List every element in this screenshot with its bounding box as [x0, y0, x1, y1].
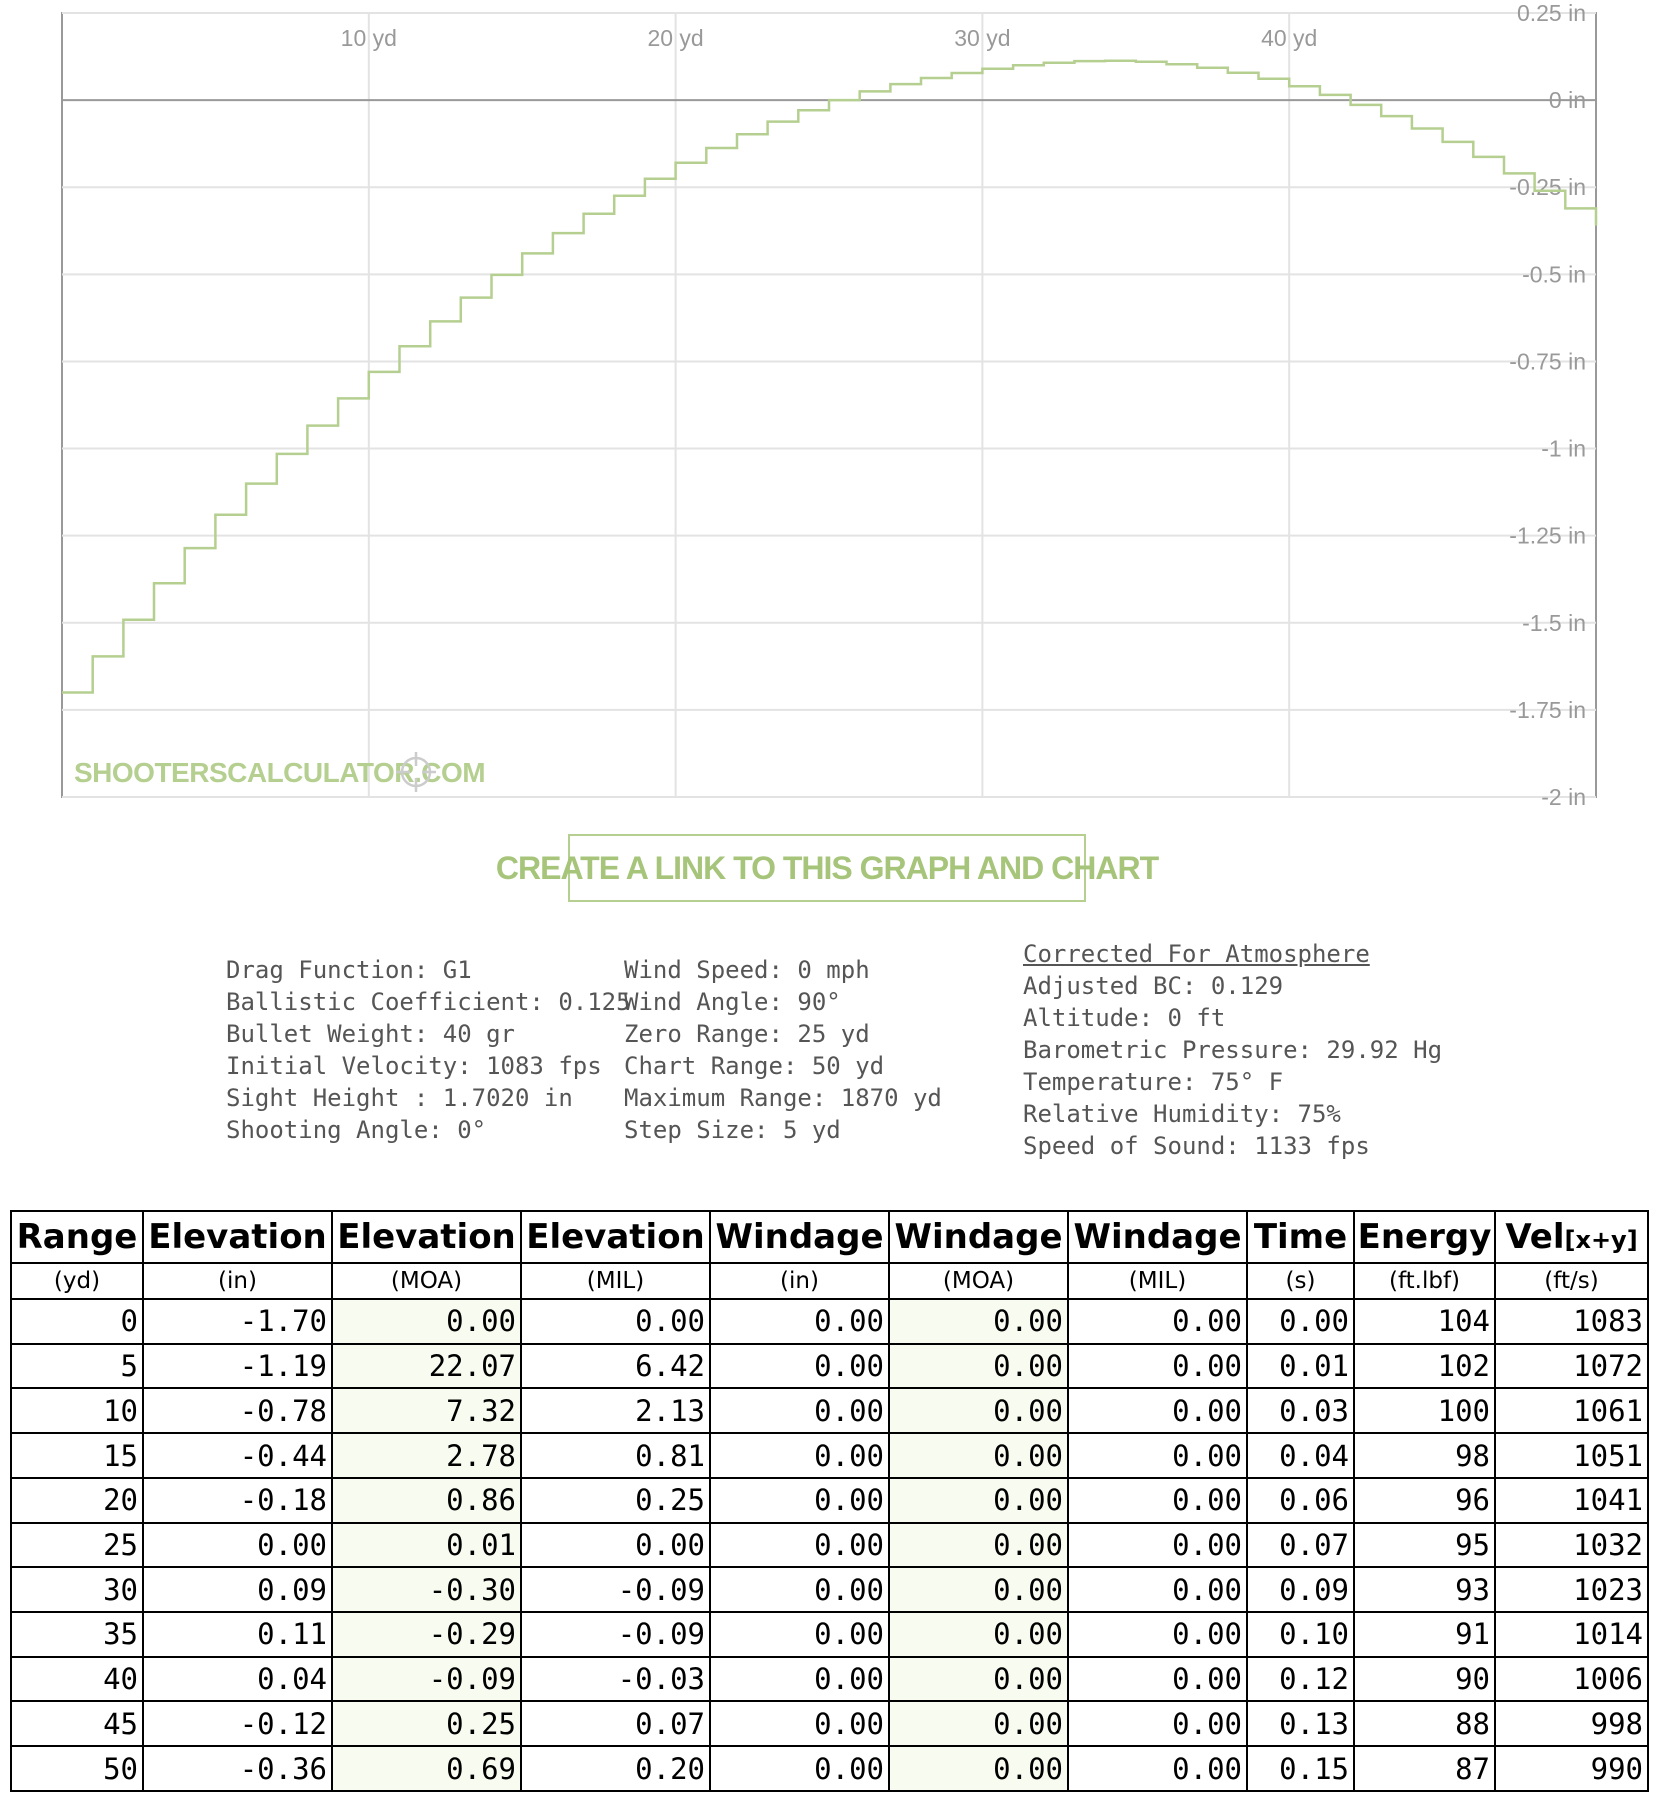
y-tick-label: -0.5 in: [1522, 261, 1586, 288]
table-cell: -0.36: [143, 1746, 332, 1791]
unit-header: (MOA): [889, 1263, 1068, 1299]
table-cell: 1061: [1495, 1388, 1648, 1433]
param-sight-height: Sight Height : 1.7020 in: [226, 1084, 573, 1112]
table-cell: 88: [1354, 1701, 1495, 1746]
ballistics-table: [10, 1210, 1649, 1792]
table-cell: 100: [1354, 1388, 1495, 1433]
param-ballistic-coefficient: Ballistic Coefficient: 0.125: [226, 988, 631, 1016]
table-cell: 96: [1354, 1478, 1495, 1523]
table-cell: 93: [1354, 1567, 1495, 1612]
unit-header: (in): [143, 1263, 332, 1299]
table-cell: 0.00: [1068, 1523, 1247, 1568]
param-bullet-weight: Bullet Weight: 40 gr: [226, 1020, 515, 1048]
param-drag-function: Drag Function: G1: [226, 956, 472, 984]
table-cell: 0.00: [889, 1657, 1068, 1702]
table-cell: 0.00: [710, 1657, 889, 1702]
table-cell: -0.78: [143, 1388, 332, 1433]
unit-header: (in): [710, 1263, 889, 1299]
col-header-windage-in: Windage: [710, 1211, 889, 1263]
table-cell: 95: [1354, 1523, 1495, 1568]
table-cell: 0.00: [710, 1567, 889, 1612]
param-zero-range: Zero Range: 25 yd: [624, 1020, 870, 1048]
table-cell: 0.00: [710, 1478, 889, 1523]
y-tick-label: 0.25 in: [1516, 0, 1586, 26]
table-cell: 15: [11, 1433, 143, 1478]
table-cell: 0.00: [889, 1746, 1068, 1791]
table-cell: 1006: [1495, 1657, 1648, 1702]
table-cell: 1014: [1495, 1612, 1648, 1657]
table-cell: 0.04: [1247, 1433, 1354, 1478]
col-header-velocity: [1495, 1211, 1648, 1263]
atmosphere-column: [1023, 938, 1442, 1162]
table-cell: 0: [11, 1299, 143, 1344]
table-cell: 1032: [1495, 1523, 1648, 1568]
table-cell: 0.00: [710, 1433, 889, 1478]
param-temperature: Temperature: 75° F: [1023, 1068, 1284, 1096]
table-cell: 0.86: [332, 1478, 521, 1523]
param-initial-velocity: Initial Velocity: 1083 fps: [226, 1052, 602, 1080]
table-cell: 1041: [1495, 1478, 1648, 1523]
param-maximum-range: Maximum Range: 1870 yd: [624, 1084, 942, 1112]
table-cell: 22.07: [332, 1344, 521, 1389]
table-cell: -0.29: [332, 1612, 521, 1657]
table-cell: 50: [11, 1746, 143, 1791]
col-header-time: Time: [1247, 1211, 1354, 1263]
unit-header: (s): [1247, 1263, 1354, 1299]
watermark-text: SHOOTERSCALCULATOR.COM: [74, 757, 486, 788]
table-cell: -0.03: [521, 1657, 710, 1702]
table-cell: 0.09: [1247, 1567, 1354, 1612]
table-cell: 45: [11, 1701, 143, 1746]
table-row: [11, 1523, 1648, 1568]
table-cell: 0.00: [889, 1388, 1068, 1433]
table-cell: 6.42: [521, 1344, 710, 1389]
table-cell: -1.19: [143, 1344, 332, 1389]
table-cell: 0.25: [332, 1701, 521, 1746]
velocity-label: Vel: [1505, 1217, 1565, 1257]
table-row: [11, 1746, 1648, 1791]
col-header-windage-moa: Windage: [889, 1211, 1068, 1263]
table-cell: 0.00: [889, 1299, 1068, 1344]
y-tick-label: -2 in: [1541, 784, 1586, 810]
table-cell: 30: [11, 1567, 143, 1612]
table-cell: 0.20: [521, 1746, 710, 1791]
unit-header: (MOA): [332, 1263, 521, 1299]
table-cell: 0.00: [889, 1523, 1068, 1568]
atmosphere-heading: Corrected For Atmosphere: [1023, 940, 1370, 968]
table-cell: 0.01: [332, 1523, 521, 1568]
param-relative-humidity: Relative Humidity: 75%: [1023, 1100, 1341, 1128]
table-cell: 0.04: [143, 1657, 332, 1702]
table-cell: 2.78: [332, 1433, 521, 1478]
table-cell: 998: [1495, 1701, 1648, 1746]
table-cell: 35: [11, 1612, 143, 1657]
col-header-elevation-moa: Elevation: [332, 1211, 521, 1263]
table-cell: 5: [11, 1344, 143, 1389]
trajectory-chart: [0, 0, 1658, 810]
table-cell: 2.13: [521, 1388, 710, 1433]
table-row: [11, 1612, 1648, 1657]
param-step-size: Step Size: 5 yd: [624, 1116, 841, 1144]
table-cell: 98: [1354, 1433, 1495, 1478]
velocity-subscript: [x+y]: [1564, 1226, 1638, 1254]
table-cell: 87: [1354, 1746, 1495, 1791]
table-cell: 0.00: [1068, 1567, 1247, 1612]
y-tick-label: 0 in: [1548, 87, 1586, 114]
table-cell: 1051: [1495, 1433, 1648, 1478]
unit-header: (MIL): [1068, 1263, 1247, 1299]
col-header-energy: Energy: [1354, 1211, 1495, 1263]
table-row: [11, 1567, 1648, 1612]
param-wind-angle: Wind Angle: 90°: [624, 988, 841, 1016]
param-shooting-angle: Shooting Angle: 0°: [226, 1116, 487, 1144]
table-row: [11, 1657, 1648, 1702]
table-cell: 0.00: [1068, 1388, 1247, 1433]
col-header-elevation-mil: Elevation: [521, 1211, 710, 1263]
table-cell: 0.00: [889, 1612, 1068, 1657]
y-tick-label: -1.5 in: [1522, 609, 1586, 636]
table-cell: 0.00: [332, 1299, 521, 1344]
col-header-windage-mil: Windage: [1068, 1211, 1247, 1263]
param-adjusted-bc: Adjusted BC: 0.129: [1023, 972, 1284, 1000]
table-cell: 0.00: [1068, 1657, 1247, 1702]
table-cell: 0.00: [710, 1523, 889, 1568]
unit-header: (MIL): [521, 1263, 710, 1299]
table-cell: -0.09: [521, 1612, 710, 1657]
table-cell: 102: [1354, 1344, 1495, 1389]
y-tick-label: -0.25 in: [1509, 174, 1586, 201]
table-cell: -1.70: [143, 1299, 332, 1344]
table-row: [11, 1344, 1648, 1389]
table-cell: -0.44: [143, 1433, 332, 1478]
unit-header: (ft.lbf): [1354, 1263, 1495, 1299]
table-cell: 0.81: [521, 1433, 710, 1478]
table-cell: 0.10: [1247, 1612, 1354, 1657]
table-row: [11, 1433, 1648, 1478]
x-tick-label: 40 yd: [1261, 25, 1318, 51]
table-cell: 990: [1495, 1746, 1648, 1791]
table-cell: 25: [11, 1523, 143, 1568]
y-tick-label: -1.75 in: [1509, 696, 1586, 723]
table-cell: 0.00: [889, 1701, 1068, 1746]
col-header-range: Range: [11, 1211, 143, 1263]
create-link-button[interactable]: CREATE A LINK TO THIS GRAPH AND CHART: [568, 834, 1086, 902]
wind-params-column: [624, 954, 942, 1146]
table-cell: 90: [1354, 1657, 1495, 1702]
param-speed-of-sound: Speed of Sound: 1133 fps: [1023, 1132, 1370, 1160]
table-cell: 0.00: [143, 1523, 332, 1568]
table-cell: 0.00: [1068, 1344, 1247, 1389]
table-cell: 0.13: [1247, 1701, 1354, 1746]
param-chart-range: Chart Range: 50 yd: [624, 1052, 885, 1080]
table-cell: 0.09: [143, 1567, 332, 1612]
table-cell: 0.00: [1247, 1299, 1354, 1344]
table-cell: 0.11: [143, 1612, 332, 1657]
table-cell: -0.12: [143, 1701, 332, 1746]
table-cell: 0.00: [889, 1344, 1068, 1389]
table-cell: 0.00: [889, 1433, 1068, 1478]
y-tick-label: -0.75 in: [1509, 348, 1586, 375]
table-cell: 10: [11, 1388, 143, 1433]
table-cell: 0.00: [710, 1299, 889, 1344]
units-row: [11, 1263, 1648, 1299]
table-cell: 0.00: [710, 1388, 889, 1433]
table-row: [11, 1478, 1648, 1523]
table-cell: 0.00: [1068, 1433, 1247, 1478]
table-cell: 0.12: [1247, 1657, 1354, 1702]
y-tick-label: -1 in: [1541, 435, 1586, 462]
table-cell: 0.00: [521, 1299, 710, 1344]
unit-header: (yd): [11, 1263, 143, 1299]
table-cell: -0.09: [521, 1567, 710, 1612]
table-cell: 0.15: [1247, 1746, 1354, 1791]
param-altitude: Altitude: 0 ft: [1023, 1004, 1226, 1032]
table-cell: 7.32: [332, 1388, 521, 1433]
table-cell: 0.03: [1247, 1388, 1354, 1433]
header-row: [11, 1211, 1648, 1263]
x-tick-label: 20 yd: [647, 25, 704, 51]
table-cell: 0.06: [1247, 1478, 1354, 1523]
table-cell: 0.00: [521, 1523, 710, 1568]
table-cell: 0.00: [1068, 1478, 1247, 1523]
table-cell: -0.30: [332, 1567, 521, 1612]
table-cell: 0.25: [521, 1478, 710, 1523]
table-cell: 20: [11, 1478, 143, 1523]
col-header-elevation-in: Elevation: [143, 1211, 332, 1263]
table-cell: -0.18: [143, 1478, 332, 1523]
x-tick-label: 10 yd: [340, 25, 397, 51]
table-cell: -0.09: [332, 1657, 521, 1702]
table-cell: 0.00: [889, 1478, 1068, 1523]
table-cell: 0.69: [332, 1746, 521, 1791]
table-cell: 0.00: [710, 1612, 889, 1657]
table-row: [11, 1388, 1648, 1433]
table-cell: 0.07: [1247, 1523, 1354, 1568]
table-cell: 0.00: [889, 1567, 1068, 1612]
param-barometric-pressure: Barometric Pressure: 29.92 Hg: [1023, 1036, 1443, 1064]
table-body: [11, 1299, 1648, 1791]
y-tick-label: -1.25 in: [1509, 522, 1586, 549]
table-cell: 0.00: [1068, 1701, 1247, 1746]
table-cell: 0.00: [1068, 1746, 1247, 1791]
table-cell: 1072: [1495, 1344, 1648, 1389]
table-cell: 0.00: [1068, 1299, 1247, 1344]
table-cell: 0.00: [710, 1344, 889, 1389]
table-cell: 1023: [1495, 1567, 1648, 1612]
input-params-column: [226, 954, 631, 1146]
table-cell: 91: [1354, 1612, 1495, 1657]
table-cell: 104: [1354, 1299, 1495, 1344]
param-wind-speed: Wind Speed: 0 mph: [624, 956, 870, 984]
table-cell: 1083: [1495, 1299, 1648, 1344]
plot-area: [62, 13, 1596, 797]
table-cell: 40: [11, 1657, 143, 1702]
table-row: [11, 1701, 1648, 1746]
unit-header: (ft/s): [1495, 1263, 1648, 1299]
table-cell: 0.00: [710, 1701, 889, 1746]
table-row: [11, 1299, 1648, 1344]
table-cell: 0.07: [521, 1701, 710, 1746]
x-tick-label: 30 yd: [954, 25, 1011, 51]
table-cell: 0.01: [1247, 1344, 1354, 1389]
table-cell: 0.00: [1068, 1612, 1247, 1657]
table-cell: 0.00: [710, 1746, 889, 1791]
